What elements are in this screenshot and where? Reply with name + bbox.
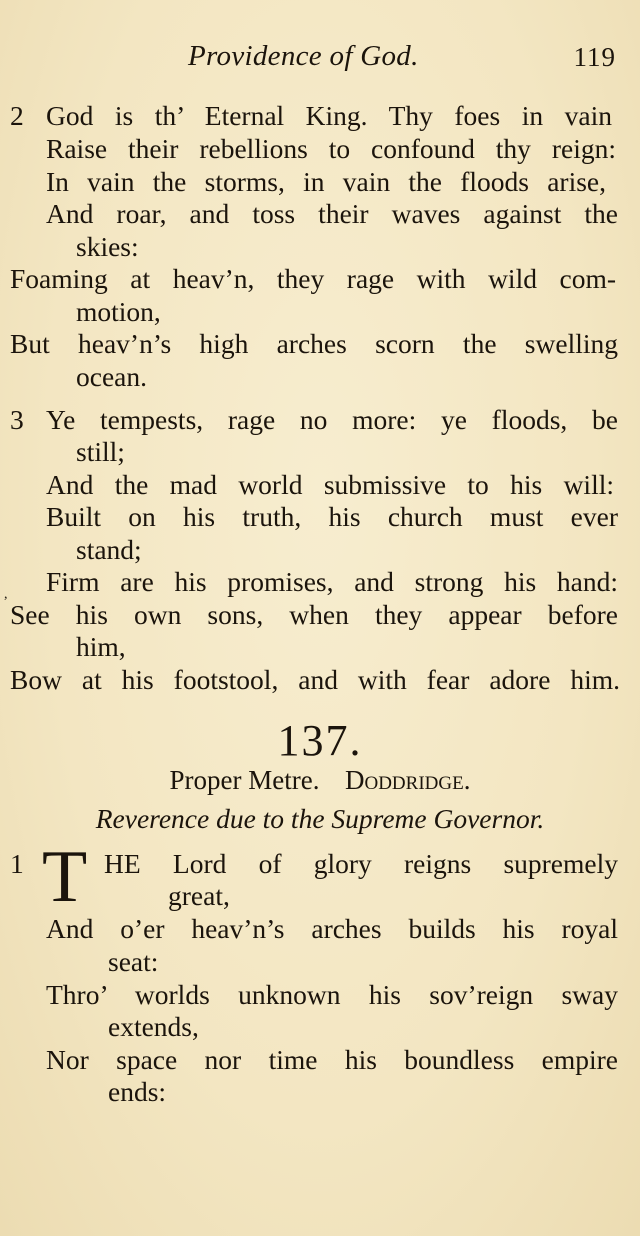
verse-line: But heav’n’s high arches scorn the swelling — [10, 328, 618, 359]
verse-line: him, — [76, 631, 126, 662]
drop-cap: T — [42, 836, 88, 918]
verse-line: ends: — [108, 1076, 167, 1107]
verse-line: extends, — [108, 1011, 199, 1042]
verse-line: HE Lord of glory reigns supremely — [104, 848, 618, 879]
hymn-author: Doddridge. — [344, 765, 471, 795]
verse-line: And the mad world submissive to his will: — [46, 469, 614, 500]
verse-line: motion, — [76, 296, 161, 327]
verse-line: Firm are his promises, and strong his hand: — [46, 566, 618, 597]
verse-line: Nor space nor time his boundless empire — [46, 1044, 618, 1075]
verse-line: seat: — [108, 946, 159, 977]
hymn-metre: Proper Metre. — [169, 765, 320, 795]
verse-line: Raise their rebellions to confound thy reign: — [46, 133, 616, 164]
ink-speck: , — [4, 587, 8, 602]
verse-line: stand; — [76, 534, 142, 565]
verse-line: And roar, and toss their waves against the — [46, 198, 618, 229]
verse-line: Bow at his footstool, and with fear adore him. — [10, 664, 620, 695]
stanza-number: 2 — [10, 100, 24, 131]
verse-line: ocean. — [76, 361, 147, 392]
hymn-subtitle: Reverence due to the Supreme Governor. — [95, 803, 545, 834]
stanza-number: 3 — [10, 404, 24, 435]
verse-line: still; — [76, 436, 125, 467]
page-number: 119 — [573, 42, 616, 72]
verse-line: Thro’ worlds unknown his sov’reign sway — [46, 979, 618, 1010]
verse-line: God is th’ Eternal King. Thy foes in vain — [46, 100, 612, 131]
verse-line: Ye tempests, rage no more: ye floods, be — [46, 404, 618, 435]
verse-line: See his own sons, when they appear before — [10, 599, 618, 630]
verse-line: Built on his truth, his church must ever — [46, 501, 618, 532]
hymn-metre-line — [0, 764, 640, 796]
stanza-number: 1 — [10, 848, 24, 879]
running-title: Providence of God. — [188, 40, 419, 72]
verse-line: Foaming at heav’n, they rage with wild com- — [10, 263, 616, 294]
verse-line: In vain the storms, in vain the floods arise, — [46, 166, 606, 197]
verse-line: great, — [168, 880, 230, 911]
verse-line: skies: — [76, 231, 139, 262]
verse-line: And o’er heav’n’s arches builds his royal — [46, 913, 618, 944]
page-header — [0, 40, 640, 80]
hymn-number: 137. — [277, 716, 363, 765]
